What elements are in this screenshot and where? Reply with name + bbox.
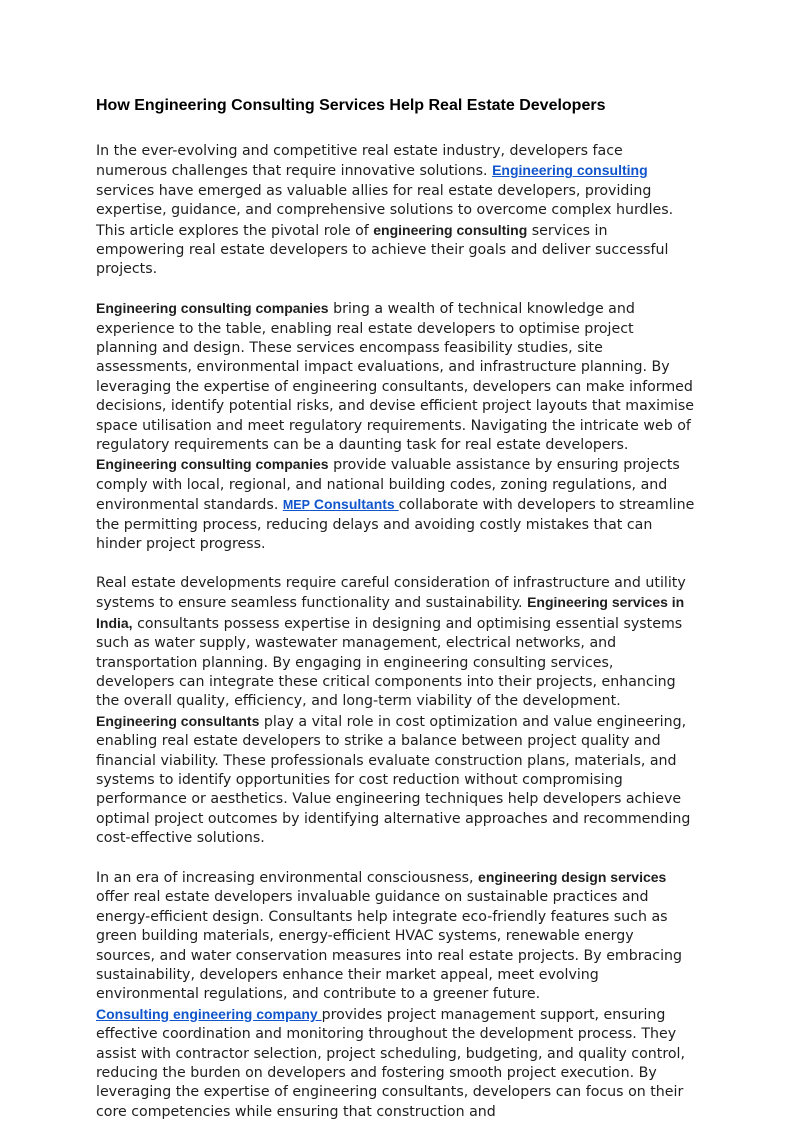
- text-run: provide valuable assistance by ensuring projects comply with local, regional, and national building codes, zoning regulations, and environmental standards.: [96, 457, 680, 514]
- paragraph-consulting-companies: [96, 299, 696, 455]
- text-run: bring a wealth of technical knowledge and experience to the table, enabling real estate developers to optimise project planning and design. These services encompass feasibility studies, site assessments, environmental impact evaluations, and infrastructure planning. By leveraging the expertise of engineering consultants, developers can make informed decisions, identify potential risks, and devise efficient project layouts that maximise space utilisation and meet regulatory requirements. Navigating the intricate web of regulatory requirements can be a daunting task for real estate developers.: [96, 301, 694, 454]
- text-run: services in empowering real estate developers to achieve their goals and deliver successful projects.: [96, 222, 669, 278]
- intro-paragraph: [96, 142, 696, 280]
- mep-consultants-link[interactable]: [283, 496, 399, 512]
- text-run: services have emerged as valuable allies for real estate developers, providing expertise, guidance, and comprehensive solutions to overcome complex hurdles. This article explores the pivotal role of: [96, 182, 674, 239]
- paragraph-project-management: [96, 1005, 696, 1122]
- text-run: In an era of increasing environmental consciousness,: [96, 869, 479, 886]
- text-run: offer real estate developers invaluable guidance on sustainable practices and energy-efficient design. Consultants help integrate eco-friendly features such as green building materials, energy-efficient HVAC systems, renewable energy sources, and water conservation measures into real estate projects. By embracing sustainability, developers enhance their market appeal, meet evolving environmental regulations, and contribute to a greener future.: [96, 889, 683, 1003]
- engineering-consulting-link[interactable]: Engineering consulting: [492, 162, 648, 179]
- keyword-bold: engineering consulting: [373, 221, 528, 238]
- keyword-bold: Engineering consultants: [96, 712, 260, 729]
- text-run: consultants possess expertise in designing and optimising essential systems such as water supply, wastewater management, electrical networks, and transportation planning. By engaging in engineering consulting services, developers can integrate these critical components into their projects, enhancing the overall quality, efficiency, and long-term viability of the development.: [96, 615, 683, 710]
- text-run: provides project management support, ensuring effective coordination and monitoring throughout the development process. They assist with contractor selection, project scheduling, budgeting, and quality control, reducing the burden on developers and fostering smooth project execution. By leveraging the expertise of engineering consultants, developers can focus on their core competencies while ensuring that construction and: [96, 1006, 685, 1120]
- paragraph-sustainability: [96, 868, 696, 1005]
- paragraph-regulatory: [96, 455, 696, 554]
- keyword-bold: Engineering consulting companies: [96, 300, 329, 317]
- link-text: Consultants: [309, 496, 399, 513]
- paragraph-infrastructure: [96, 574, 696, 849]
- keyword-bold: Engineering consulting companies: [96, 456, 329, 473]
- keyword-bold: engineering design services: [478, 868, 667, 885]
- text-run: Real estate developments require careful consideration of infrastructure and utility systems to ensure seamless functionality and sustainability.: [96, 574, 686, 612]
- document-page: [96, 96, 696, 1122]
- consulting-engineering-company-link[interactable]: Consulting engineering company: [96, 1005, 322, 1022]
- article-title: How Engineering Consulting Services Help Real Estate Developers: [96, 97, 606, 114]
- text-run: play a vital role in cost optimization and value engineering, enabling real estate developers to strike a balance between project quality and financial viability. These professionals evaluate construction plans, materials, and systems to identify opportunities for cost reduction without compromising performance or aesthetics. Value engineering techniques help developers achieve optimal project outcomes by identifying alternative approaches and recommending cost-effective solutions.: [96, 713, 691, 847]
- keyword-bold: Engineering services in India,: [96, 594, 685, 631]
- text-run: collaborate with developers to streamline the permitting process, reducing delays and avoiding costly mistakes that can hinder project progress.: [96, 497, 695, 553]
- text-run: In the ever-evolving and competitive real estate industry, developers face numerous challenges that require innovative solutions.: [96, 143, 623, 180]
- link-text-small: MEP: [282, 498, 310, 513]
